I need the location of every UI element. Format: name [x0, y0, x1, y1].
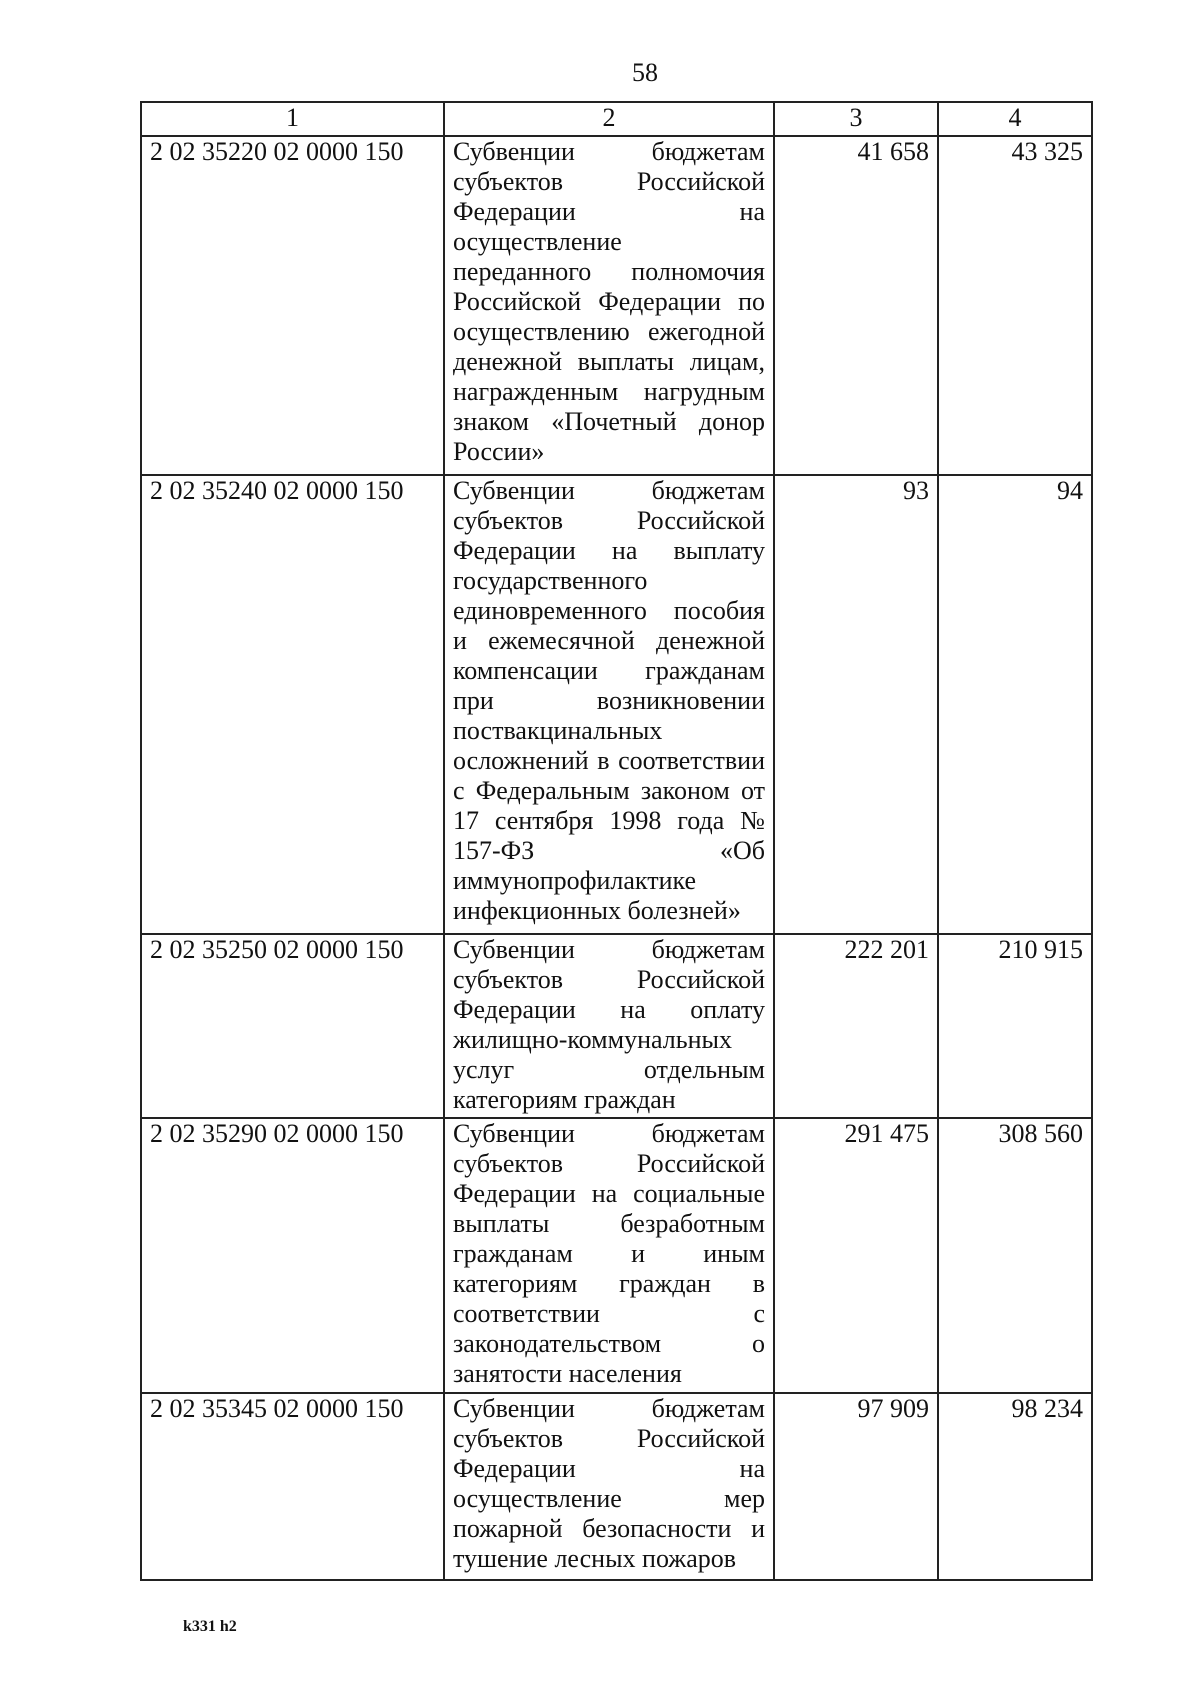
- value-column-3: 291 475: [774, 1118, 938, 1393]
- row-description: Субвенции бюджетам субъектов Российской Федерации на социальные выплаты безработным гражданам и иным категориям граждан в соответствии с законодательством о занятости населения: [444, 1118, 774, 1393]
- value-column-4: 43 325: [938, 136, 1092, 475]
- budget-code: 2 02 35240 02 0000 150: [141, 475, 444, 934]
- value-column-3: 41 658: [774, 136, 938, 475]
- table-row: [141, 1118, 1092, 1393]
- budget-code: 2 02 35250 02 0000 150: [141, 934, 444, 1118]
- value-column-3: 222 201: [774, 934, 938, 1118]
- budget-code: 2 02 35345 02 0000 150: [141, 1393, 444, 1580]
- value-column-4: 308 560: [938, 1118, 1092, 1393]
- value-column-3: 93: [774, 475, 938, 934]
- table-row: [141, 934, 1092, 1118]
- row-description: Субвенции бюджетам субъектов Российской Федерации на осуществление переданного полномочия Российской Федерации по осуществлению ежегодной денежной выплаты лицам, награжденным нагрудным знаком «Почетный донор России»: [444, 136, 774, 475]
- budget-code: 2 02 35290 02 0000 150: [141, 1118, 444, 1393]
- table-row: [141, 475, 1092, 934]
- footer-code: k331 h2: [183, 1618, 237, 1635]
- value-column-4: 94: [938, 475, 1092, 934]
- column-header-1: 1: [141, 102, 444, 136]
- page-number: 58: [632, 58, 658, 87]
- table-header-row: [141, 102, 1092, 136]
- value-column-3: 97 909: [774, 1393, 938, 1580]
- table-row: [141, 136, 1092, 475]
- column-header-4: 4: [938, 102, 1092, 136]
- value-column-4: 210 915: [938, 934, 1092, 1118]
- value-column-4: 98 234: [938, 1393, 1092, 1580]
- row-description: Субвенции бюджетам субъектов Российской Федерации на осуществление мер пожарной безопасности и тушение лесных пожаров: [444, 1393, 774, 1580]
- table-row: [141, 1393, 1092, 1580]
- row-description: Субвенции бюджетам субъектов Российской Федерации на выплату государственного единовременного пособия и ежемесячной денежной компенсации гражданам при возникновении поствакцинальных осложнений в соответствии с Федеральным законом от 17 сентября 1998 года № 157-ФЗ «Об иммунопрофилактике инфекционных болезней»: [444, 475, 774, 934]
- budget-table: [140, 101, 1093, 1581]
- row-description: Субвенции бюджетам субъектов Российской Федерации на оплату жилищно-коммунальных услуг отдельным категориям граждан: [444, 934, 774, 1118]
- budget-code: 2 02 35220 02 0000 150: [141, 136, 444, 475]
- column-header-3: 3: [774, 102, 938, 136]
- column-header-2: 2: [444, 102, 774, 136]
